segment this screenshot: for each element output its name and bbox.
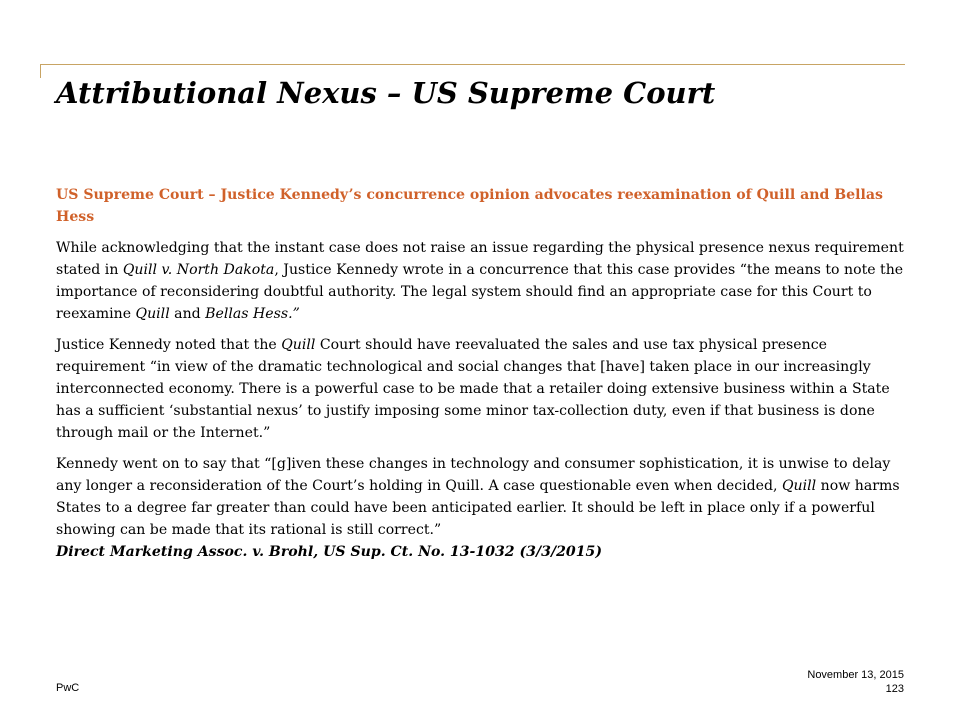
paragraph-text: Court should have reevaluated the sales and use tax physical presence requirement “in view of the dramatic technological and social changes that [have] taken place in our increasingly interconnected economy. There is a powerful case to be made that a retailer doing extensive business within a State has a sufficient ‘substantial nexus’ to justify imposing some minor tax-collection duty, even if that business is done through mail or the Internet.”: [56, 337, 890, 441]
page-number: 123: [885, 683, 904, 695]
paragraph-kennedy-noted: [56, 334, 906, 444]
footer-info: [807, 668, 904, 696]
case-name: Quill v. North Dakota: [122, 262, 275, 278]
paragraph-text: While acknowledging that the instant case does not raise an issue regarding the physical presence nexus requirement stated in: [56, 240, 904, 278]
footer-brand: PwC: [56, 682, 80, 694]
header-rule-tick: [40, 64, 41, 78]
case-name: Bellas Hess.”: [205, 306, 300, 322]
paragraph-kennedy-went-on: [56, 453, 906, 563]
lead-heading: US Supreme Court – Justice Kennedy’s concurrence opinion advocates reexamination of Quill and Bellas Hess: [56, 187, 883, 225]
paragraph-text: Kennedy went on to say that “[g]iven these changes in technology and consumer sophistication, it is unwise to delay any longer a reconsideration of the Court’s holding in Quill. A case questionable even when decided,: [56, 456, 891, 494]
paragraph-text: Justice Kennedy noted that the: [56, 337, 282, 353]
case-name: Quill: [281, 337, 316, 353]
footer-date: November 13, 2015: [807, 669, 904, 681]
case-name: Quill: [782, 478, 817, 494]
paragraph-text: , Justice Kennedy wrote in a concurrence that this case provides “the means to note the importance of reconsidering doubtful authority. The legal system should find an appropriate case for this Court to reexamine: [56, 262, 904, 322]
paragraph-acknowledgement: [56, 237, 906, 325]
paragraph-text: now harms States to a degree far greater than could have been anticipated earlier. It should be left in place only if a powerful showing can be made that its rational is still correct.”: [56, 478, 900, 538]
slide-body: [56, 184, 906, 572]
header-rule: [40, 64, 905, 65]
slide-title: Attributional Nexus – US Supreme Court: [56, 76, 716, 110]
paragraph-text: and: [169, 306, 206, 322]
case-name: Quill: [135, 306, 170, 322]
case-citation: Direct Marketing Assoc. v. Brohl, US Sup. Ct. No. 13-1032 (3/3/2015): [56, 544, 602, 560]
